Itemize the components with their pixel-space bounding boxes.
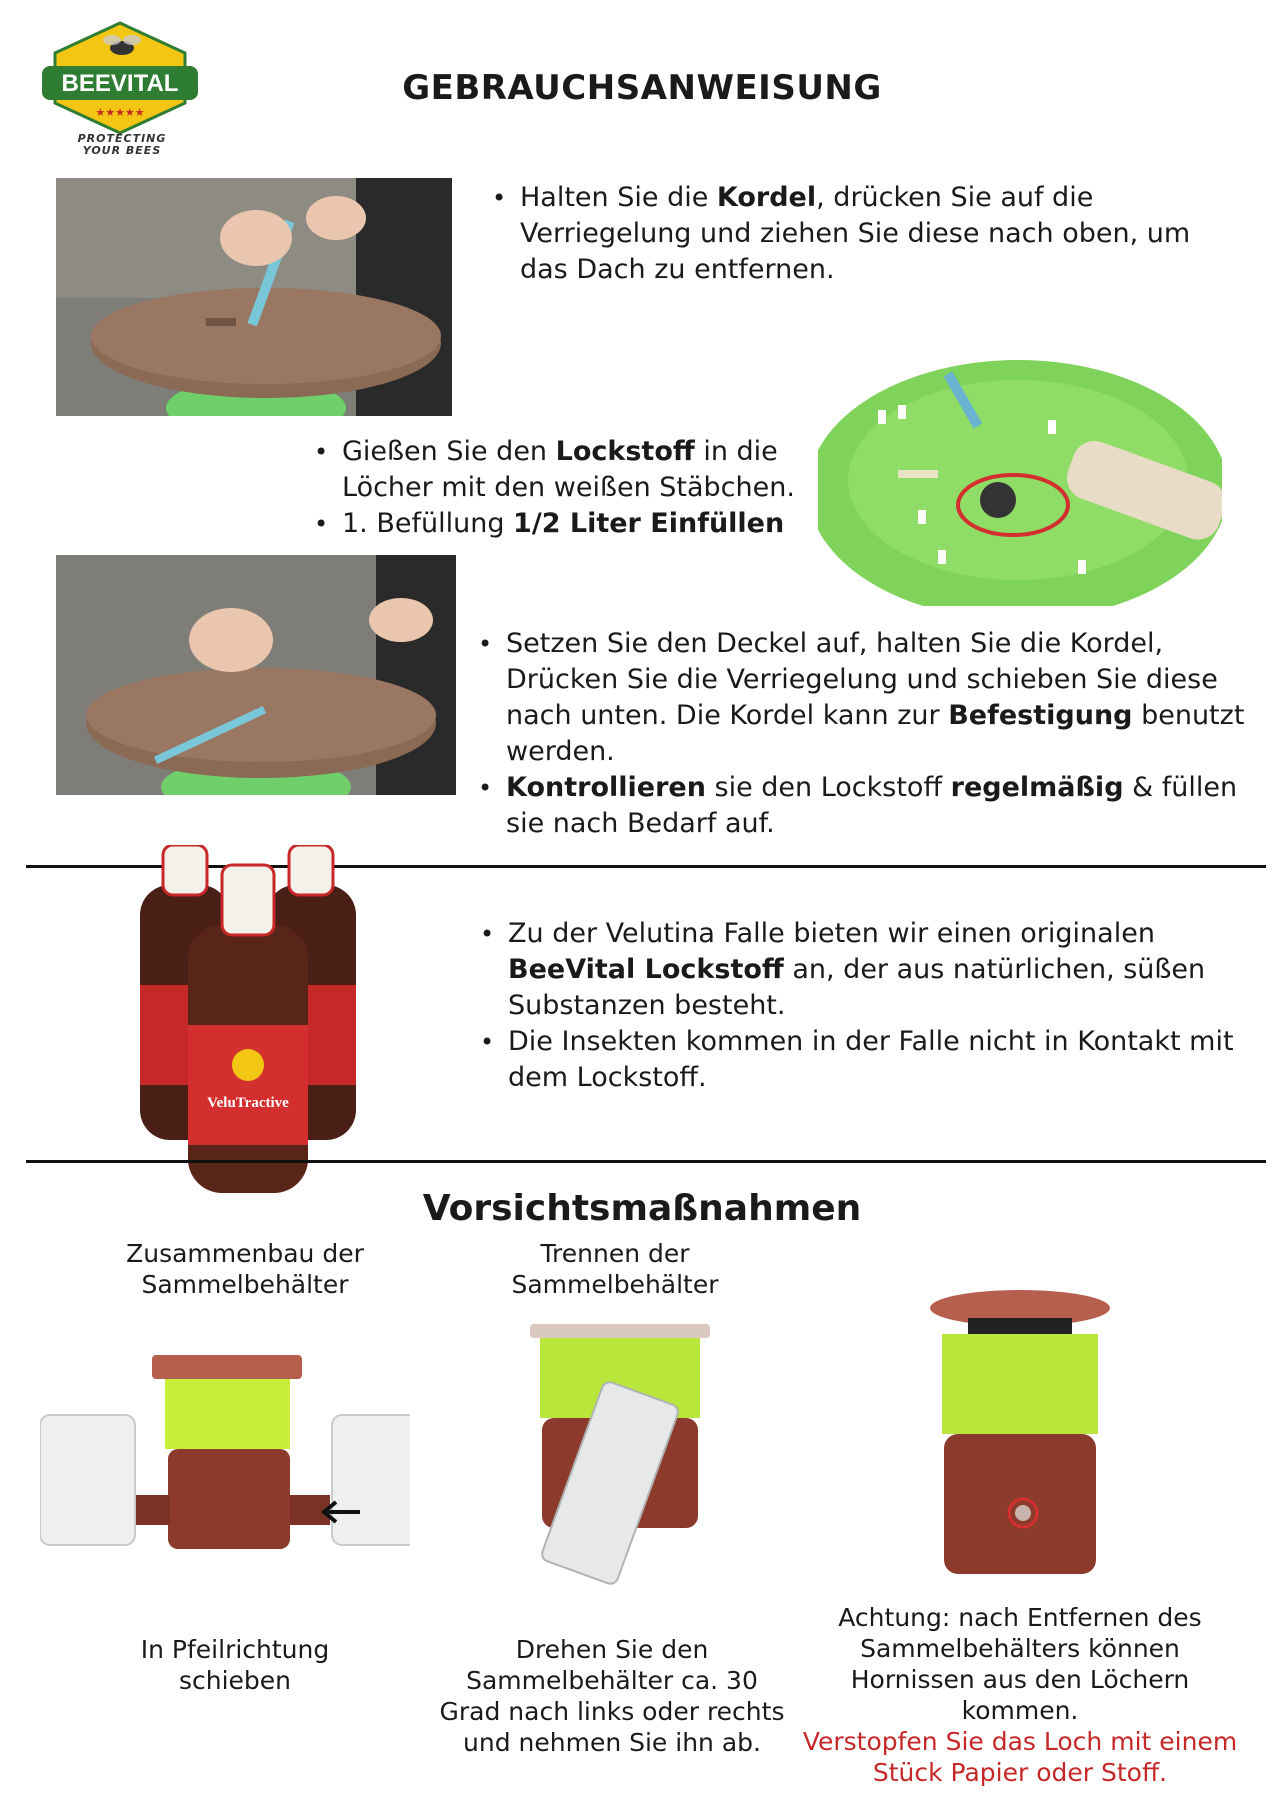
step2-bullet-pour: • Gießen Sie den Lockstoff in die Löcher mit den weißen Stäbchen. [342,434,834,506]
col3-warning: Verstopfen Sie das Loch mit einem Stück Papier oder Stoff. [802,1727,1238,1787]
svg-text:BEEVITAL: BEEVITAL [61,70,179,97]
svg-text:VeluTractive: VeluTractive [207,1095,289,1111]
precautions-heading: Vorsichtsmaßnahmen [422,1188,862,1229]
photo-remove-container [520,1318,720,1588]
col1-caption: In Pfeilrichtung schieben [140,1635,330,1695]
col3-caption-text: Achtung: nach Entfernen des Sammelbehälters können Hornissen aus den Löchern kommen. [838,1603,1202,1725]
step1-bullet: • Halten Sie die Kordel, drücken Sie auf die Verriegelung und ziehen Sie diese nach oben, um das Dach zu entfernen. [520,180,1232,288]
lure-bullet-contact: • Die Insekten kommen in der Falle nicht in Kontakt mit dem Lockstoff. [508,1024,1240,1096]
photo-pour-lure [818,350,1222,606]
col2-caption: Drehen Sie den Sammelbehälter ca. 30 Grad nach links oder rechts und nehmen Sie ihn ab. [439,1635,785,1757]
col3-caption [800,1602,1240,1788]
lure-bullet-offer: • Zu der Velutina Falle bieten wir einen originalen BeeVital Lockstoff an, der aus natürlichen, süßen Substanzen besteht. [508,916,1240,1024]
step3-bullet-lid: • Setzen Sie den Deckel auf, halten Sie die Kordel, Drücken Sie die Verriegelung und schieben Sie diese nach unten. Die Kordel kann zur Befestigung benutzt werden. [506,626,1258,770]
col1-title: Zusammenbau der Sammelbehälter [126,1239,364,1299]
divider-bottom [26,1160,1266,1163]
page-title: GEBRAUCHSANWEISUNG [402,68,882,108]
col2-title: Trennen der Sammelbehälter [511,1239,719,1299]
lure-info [480,916,1240,1096]
step3-instructions [478,626,1258,842]
step3-bullet-check: • Kontrollieren sie den Lockstoff regelmäßig & füllen sie nach Bedarf auf. [506,770,1258,842]
photo-assemble-container [40,1345,410,1585]
step2-bullet-fill: • 1. Befüllung 1/2 Liter Einfüllen [342,506,834,542]
lure-bottles-image [130,845,366,1195]
photo-lock-lid [56,555,456,795]
photo-remove-roof [56,178,452,416]
logo-tagline: PROTECTING YOUR BEES [77,132,167,157]
step2-instructions [314,434,834,542]
step1-instructions [492,180,1232,288]
photo-open-hole [920,1288,1120,1588]
svg-text:★★★★★: ★★★★★ [95,106,145,119]
